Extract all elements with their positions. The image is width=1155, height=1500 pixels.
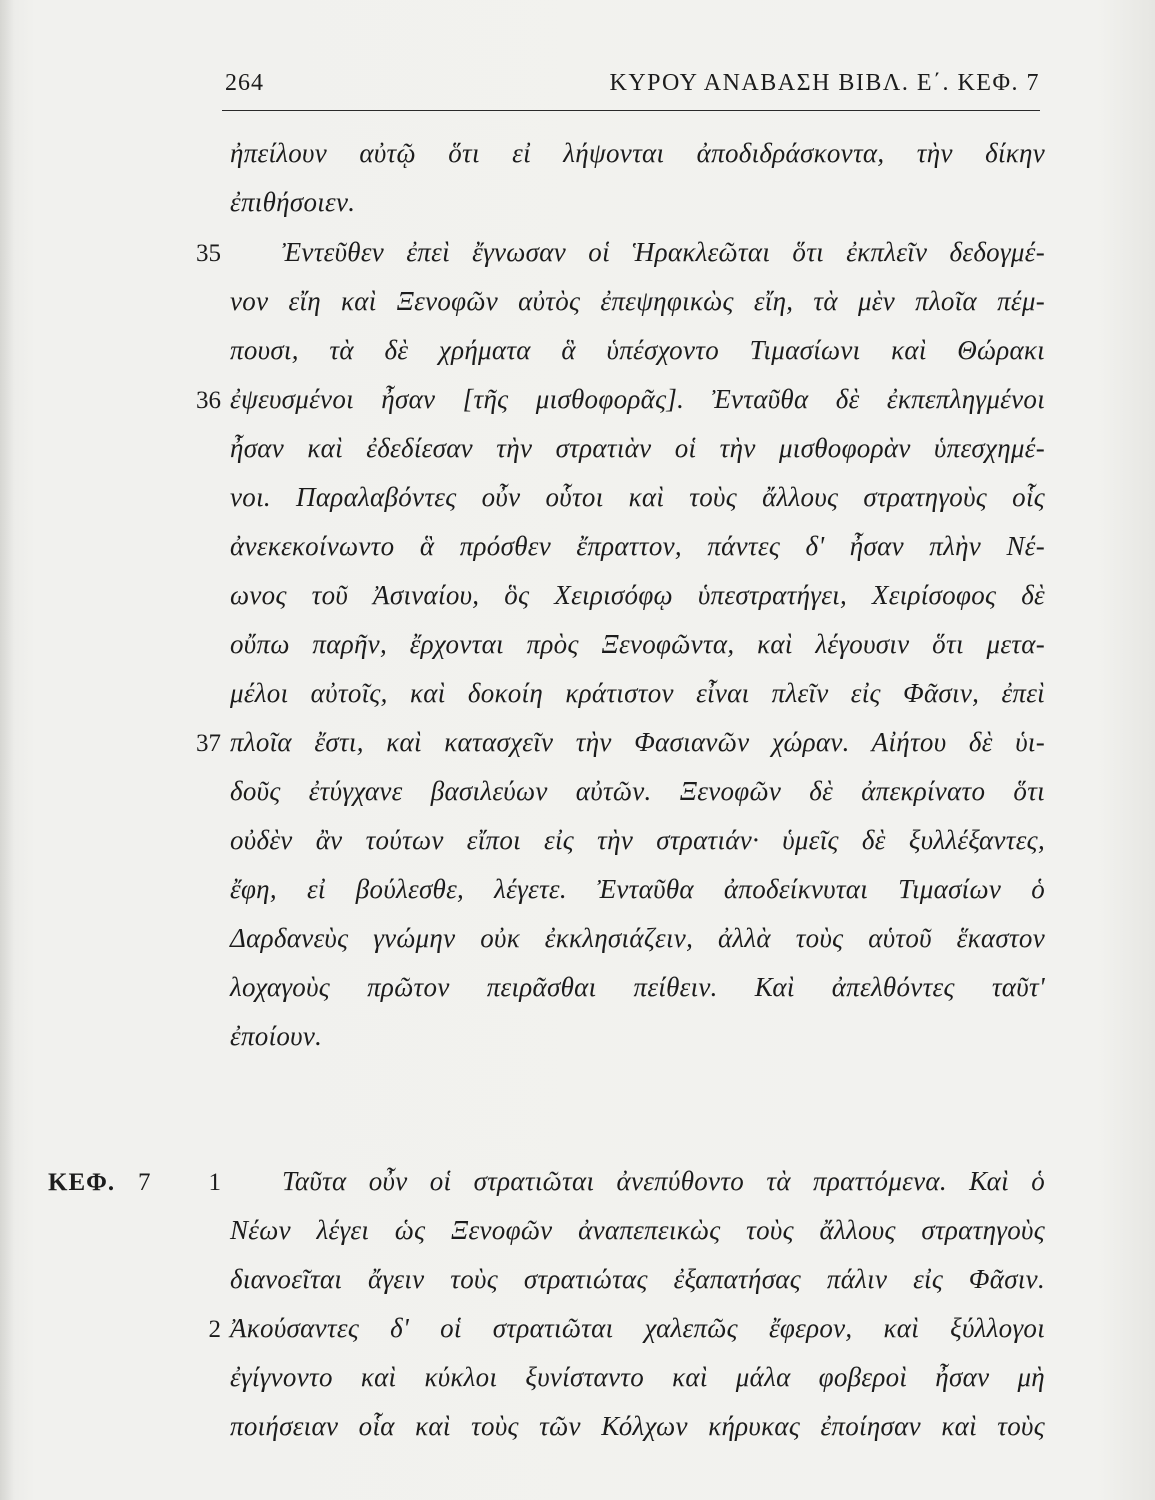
text-line: ἔφη, εἰ βούλεσθε, λέγετε. Ἐνταῦθα ἀποδείκνυται Τιμασίων ὁ bbox=[230, 874, 1045, 904]
page-header bbox=[225, 70, 1040, 104]
chapter-label: ΚΕΦ. bbox=[48, 1169, 116, 1196]
text-line: ἐγίγνοντο καὶ κύκλοι ξυνίσταντο καὶ μάλα φοβεροὶ ἦσαν μὴ bbox=[230, 1362, 1045, 1392]
text-line: οὐδὲν ἂν τούτων εἴποι εἰς τὴν στρατιάν· ὑμεῖς δὲ ξυλλέξαντες, bbox=[230, 825, 1045, 855]
text-line: πουσι, τὰ δὲ χρήματα ἃ ὑπέσχοντο Τιμασίωνι καὶ Θώρακι bbox=[230, 335, 1045, 365]
chapter-number: 7 bbox=[138, 1169, 151, 1196]
text-line: Ἀκούσαντες δ' οἱ στρατιῶται χαλεπῶς ἔφερον, καὶ ξύλλογοι bbox=[230, 1313, 1045, 1343]
text-line: Ταῦτα οὖν οἱ στρατιῶται ἀνεπύθοντο τὰ πραττόμενα. Καὶ ὁ bbox=[282, 1166, 1045, 1196]
text-line: πλοῖα ἔστι, καὶ κατασχεῖν τὴν Φασιανῶν χώραν. Αἰήτου δὲ ὑι- bbox=[230, 727, 1045, 757]
text-line: ἐψευσμένοι ἦσαν [τῆς μισθοφορᾶς]. Ἐνταῦθα δὲ ἐκπεπληγμένοι bbox=[230, 384, 1045, 414]
section-number-1: 1 bbox=[208, 1169, 221, 1196]
section-number-37: 37 bbox=[196, 730, 221, 757]
text-line: ωνος τοῦ Ἀσιναίου, ὃς Χειρισόφῳ ὑπεστρατήγει, Χειρίσοφος δὲ bbox=[230, 580, 1045, 610]
text-line: δοῦς ἐτύγχανε βασιλεύων αὐτῶν. Ξενοφῶν δὲ ἀπεκρίνατο ὅτι bbox=[230, 776, 1045, 806]
text-line: λοχαγοὺς πρῶτον πειρᾶσθαι πείθειν. Καὶ ἀπελθόντες ταῦτ' bbox=[230, 972, 1045, 1002]
text-line: Δαρδανεὺς γνώμην οὐκ ἐκκλησιάζειν, ἀλλὰ τοὺς αὑτοῦ ἕκαστον bbox=[230, 923, 1045, 953]
section-number-35: 35 bbox=[196, 240, 221, 267]
text-line: μέλοι αὐτοῖς, καὶ δοκοίη κράτιστον εἶναι πλεῖν εἰς Φᾶσιν, ἐπεὶ bbox=[230, 678, 1045, 708]
text-line: νον εἴη καὶ Ξενοφῶν αὐτὸς ἐπεψηφικὼς εἴη, τὰ μὲν πλοῖα πέμ- bbox=[230, 286, 1045, 316]
text-line: Νέων λέγει ὡς Ξενοφῶν ἀναπεπεικὼς τοὺς ἄλλους στρατηγοὺς bbox=[230, 1215, 1045, 1245]
header-rule bbox=[222, 110, 1040, 111]
text-line: Ἐντεῦθεν ἐπεὶ ἔγνωσαν οἱ Ἡρακλεῶται ὅτι ἐκπλεῖν δεδογμέ- bbox=[282, 237, 1045, 267]
page-edge-shadow bbox=[0, 0, 14, 1500]
text-line: ἠπείλουν αὐτῷ ὅτι εἰ λήψονται ἀποδιδράσκοντα, τὴν δίκην bbox=[230, 138, 1045, 168]
section-number-36: 36 bbox=[196, 387, 221, 414]
text-line: ἐπιθήσοιεν. bbox=[230, 187, 356, 217]
page-number: 264 bbox=[225, 70, 264, 96]
section-number-2: 2 bbox=[208, 1316, 221, 1343]
text-line: ἀνεκεκοίνωντο ἃ πρόσθεν ἔπραττον, πάντες δ' ἦσαν πλὴν Νέ- bbox=[230, 531, 1045, 561]
text-line: νοι. Παραλαβόντες οὖν οὗτοι καὶ τοὺς ἄλλους στρατηγοὺς οἷς bbox=[230, 482, 1045, 512]
text-line: ἦσαν καὶ ἐδεδίεσαν τὴν στρατιὰν οἱ τὴν μισθοφορὰν ὑπεσχημέ- bbox=[230, 433, 1045, 463]
text-line: ποιήσειαν οἷα καὶ τοὺς τῶν Κόλχων κήρυκας ἐποίησαν καὶ τοὺς bbox=[230, 1411, 1045, 1441]
running-head: ΚΥΡΟΥ ΑΝΑΒΑΣΗ ΒΙΒΛ. Ε΄. ΚΕΦ. 7 bbox=[609, 70, 1040, 96]
text-line: οὔπω παρῆν, ἔρχονται πρὸς Ξενοφῶντα, καὶ λέγουσιν ὅτι μετα- bbox=[230, 629, 1045, 659]
text-line: διανοεῖται ἄγειν τοὺς στρατιώτας ἐξαπατήσας πάλιν εἰς Φᾶσιν. bbox=[230, 1264, 1045, 1294]
text-line: ἐποίουν. bbox=[230, 1021, 323, 1051]
